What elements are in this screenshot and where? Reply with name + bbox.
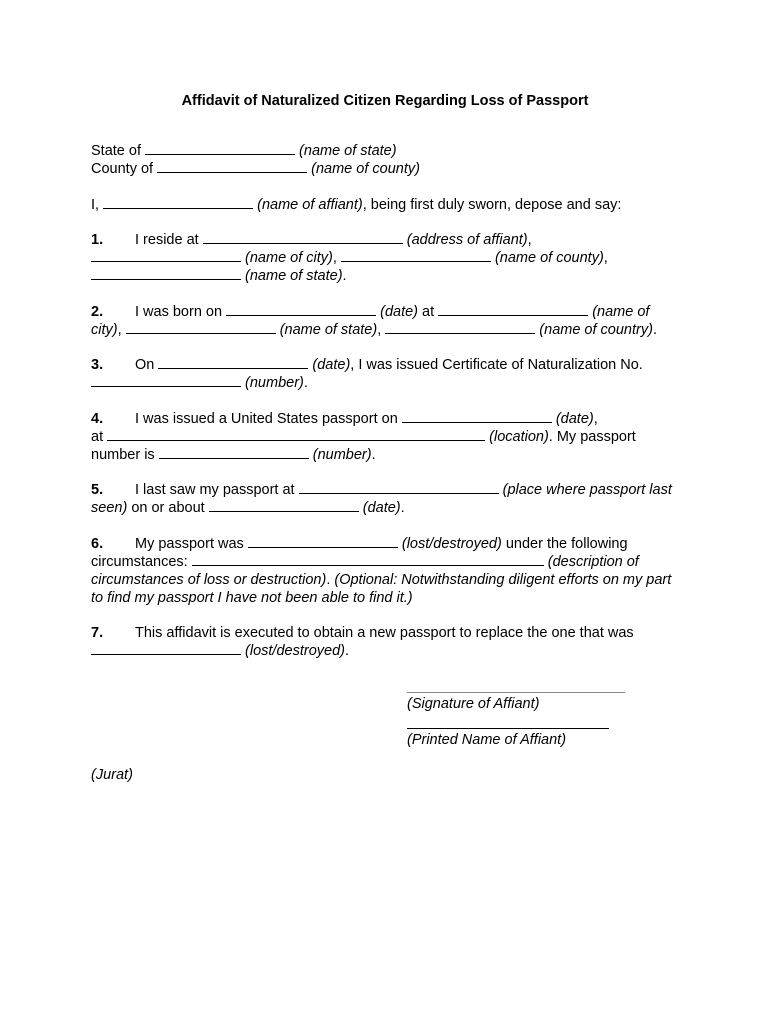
paragraph-number: 1. [91, 232, 104, 248]
printed-name-label: (Printed Name of Affiant) [407, 732, 567, 748]
paragraph-text: I reside at [135, 232, 199, 248]
paragraph-number: 2. [91, 303, 104, 320]
state-hint: (name of state) [299, 143, 397, 159]
birth-state-blank [126, 321, 276, 334]
passport-issue-date-hint: (date) [555, 410, 594, 427]
paragraph-2: 2. I was born on (date) at (name of city), (name of state), (name of country). [91, 303, 657, 338]
city-blank [91, 249, 241, 262]
address-blank [203, 231, 403, 244]
birth-country-blank [385, 321, 535, 334]
certificate-number-hint: (number) [245, 375, 304, 391]
state-label: State of [91, 143, 141, 159]
affiant-name-hint: (name of affiant) [257, 196, 363, 213]
state-blank [145, 142, 295, 155]
paragraph-number: 4. [91, 410, 104, 427]
circumstances-hint: (description of circumstances of loss or destruction) [91, 553, 639, 588]
printed-name-line [407, 728, 609, 729]
paragraph-text: , I was issued Certificate of Naturalization No. [350, 357, 643, 373]
paragraph-1: 1. I reside at (address of affiant), (name of city), (name of county), (name of state). [91, 232, 608, 284]
passport-number-blank [159, 446, 309, 459]
county-blank [157, 160, 307, 173]
jurat-label: (Jurat) [91, 767, 133, 783]
intro-prefix: I, [91, 196, 100, 213]
certificate-number-blank [91, 374, 241, 387]
signature-line [407, 692, 625, 693]
paragraph-4: 4. I was issued a United States passport on (date), at (location). My passport number is (number). [91, 410, 636, 463]
last-seen-place-blank [299, 481, 499, 494]
county-hint: (name of county) [311, 161, 420, 177]
certificate-date-blank [158, 356, 308, 369]
paragraph-text: This affidavit is executed to obtain a new passport to replace the one that was [135, 625, 634, 641]
address-hint: (address of affiant) [406, 232, 528, 248]
birth-date-hint: (date) [380, 303, 419, 320]
city-hint: (name of city) [245, 250, 333, 266]
birth-country-hint: (name of country) [539, 321, 653, 338]
venue-block [91, 142, 681, 178]
paragraph-text: at [422, 303, 435, 320]
replacement-reason-hint: (lost/destroyed) [245, 643, 345, 659]
last-seen-date-hint: (date) [362, 500, 401, 516]
paragraph-number: 3. [91, 357, 104, 373]
paragraph-text: . My passport number is [91, 428, 636, 463]
county-of-residence-hint: (name of county) [494, 250, 604, 266]
passport-issue-date-blank [402, 410, 552, 423]
paragraph-text: I was born on [135, 303, 223, 320]
lost-destroyed-hint: (lost/destroyed) [401, 535, 502, 552]
paragraph-text: I was issued a United States passport on [135, 410, 398, 427]
birth-state-hint: (name of state) [279, 321, 378, 338]
birth-city-hint: (name of city) [91, 303, 650, 338]
paragraph-text: My passport was [135, 535, 244, 552]
paragraph-6: 6. My passport was (lost/destroyed) under the following circumstances: (description of circumstances of loss or destruction). (Optional: Notwithstanding diligent efforts on my part to find my passport I have not been able to find it.) [91, 535, 672, 606]
optional-statement: (Optional: Notwithstanding diligent efforts on my part to find my passport I have not been able to find it.) [91, 571, 672, 606]
passport-location-blank [107, 428, 485, 441]
intro-paragraph [91, 196, 681, 214]
circumstances-blank [192, 553, 544, 566]
birth-date-blank [226, 303, 376, 316]
state-of-residence-blank [91, 267, 241, 280]
paragraph-text: under the following circumstances: [91, 535, 628, 570]
state-of-residence-hint: (name of state) [245, 268, 343, 284]
paragraph-5: 5. I last saw my passport at (place where passport last seen) on or about (date). [91, 482, 672, 516]
last-seen-date-blank [209, 499, 359, 512]
signature-label: (Signature of Affiant) [407, 696, 540, 712]
lost-destroyed-blank [248, 535, 398, 548]
paragraph-3: 3. On (date), I was issued Certificate of Naturalization No. (number). [91, 357, 643, 391]
paragraph-number: 7. [91, 625, 104, 641]
paragraph-text: at [91, 428, 104, 445]
last-seen-place-hint: (place where passport last seen) [91, 482, 672, 516]
affiant-name-blank [103, 196, 253, 209]
birth-city-blank [438, 303, 588, 316]
replacement-reason-blank [91, 642, 241, 655]
page-title: Affidavit of Naturalized Citizen Regarding Loss of Passport [181, 93, 589, 109]
affidavit-body [91, 142, 681, 678]
paragraph-7: 7. This affidavit is executed to obtain a new passport to replace the one that was (lost/destroyed). [91, 625, 634, 659]
county-of-residence-blank [341, 249, 491, 262]
paragraph-text: on or about [131, 500, 205, 516]
passport-number-hint: (number) [312, 446, 372, 463]
paragraph-number: 6. [91, 535, 104, 552]
paragraph-text: On [135, 357, 155, 373]
paragraph-number: 5. [91, 482, 104, 498]
certificate-date-hint: (date) [312, 357, 351, 373]
intro-suffix: , being first duly sworn, depose and say: [362, 196, 622, 213]
county-label: County of [91, 161, 154, 177]
passport-location-hint: (location) [489, 428, 549, 445]
paragraph-text: I last saw my passport at [135, 482, 295, 498]
